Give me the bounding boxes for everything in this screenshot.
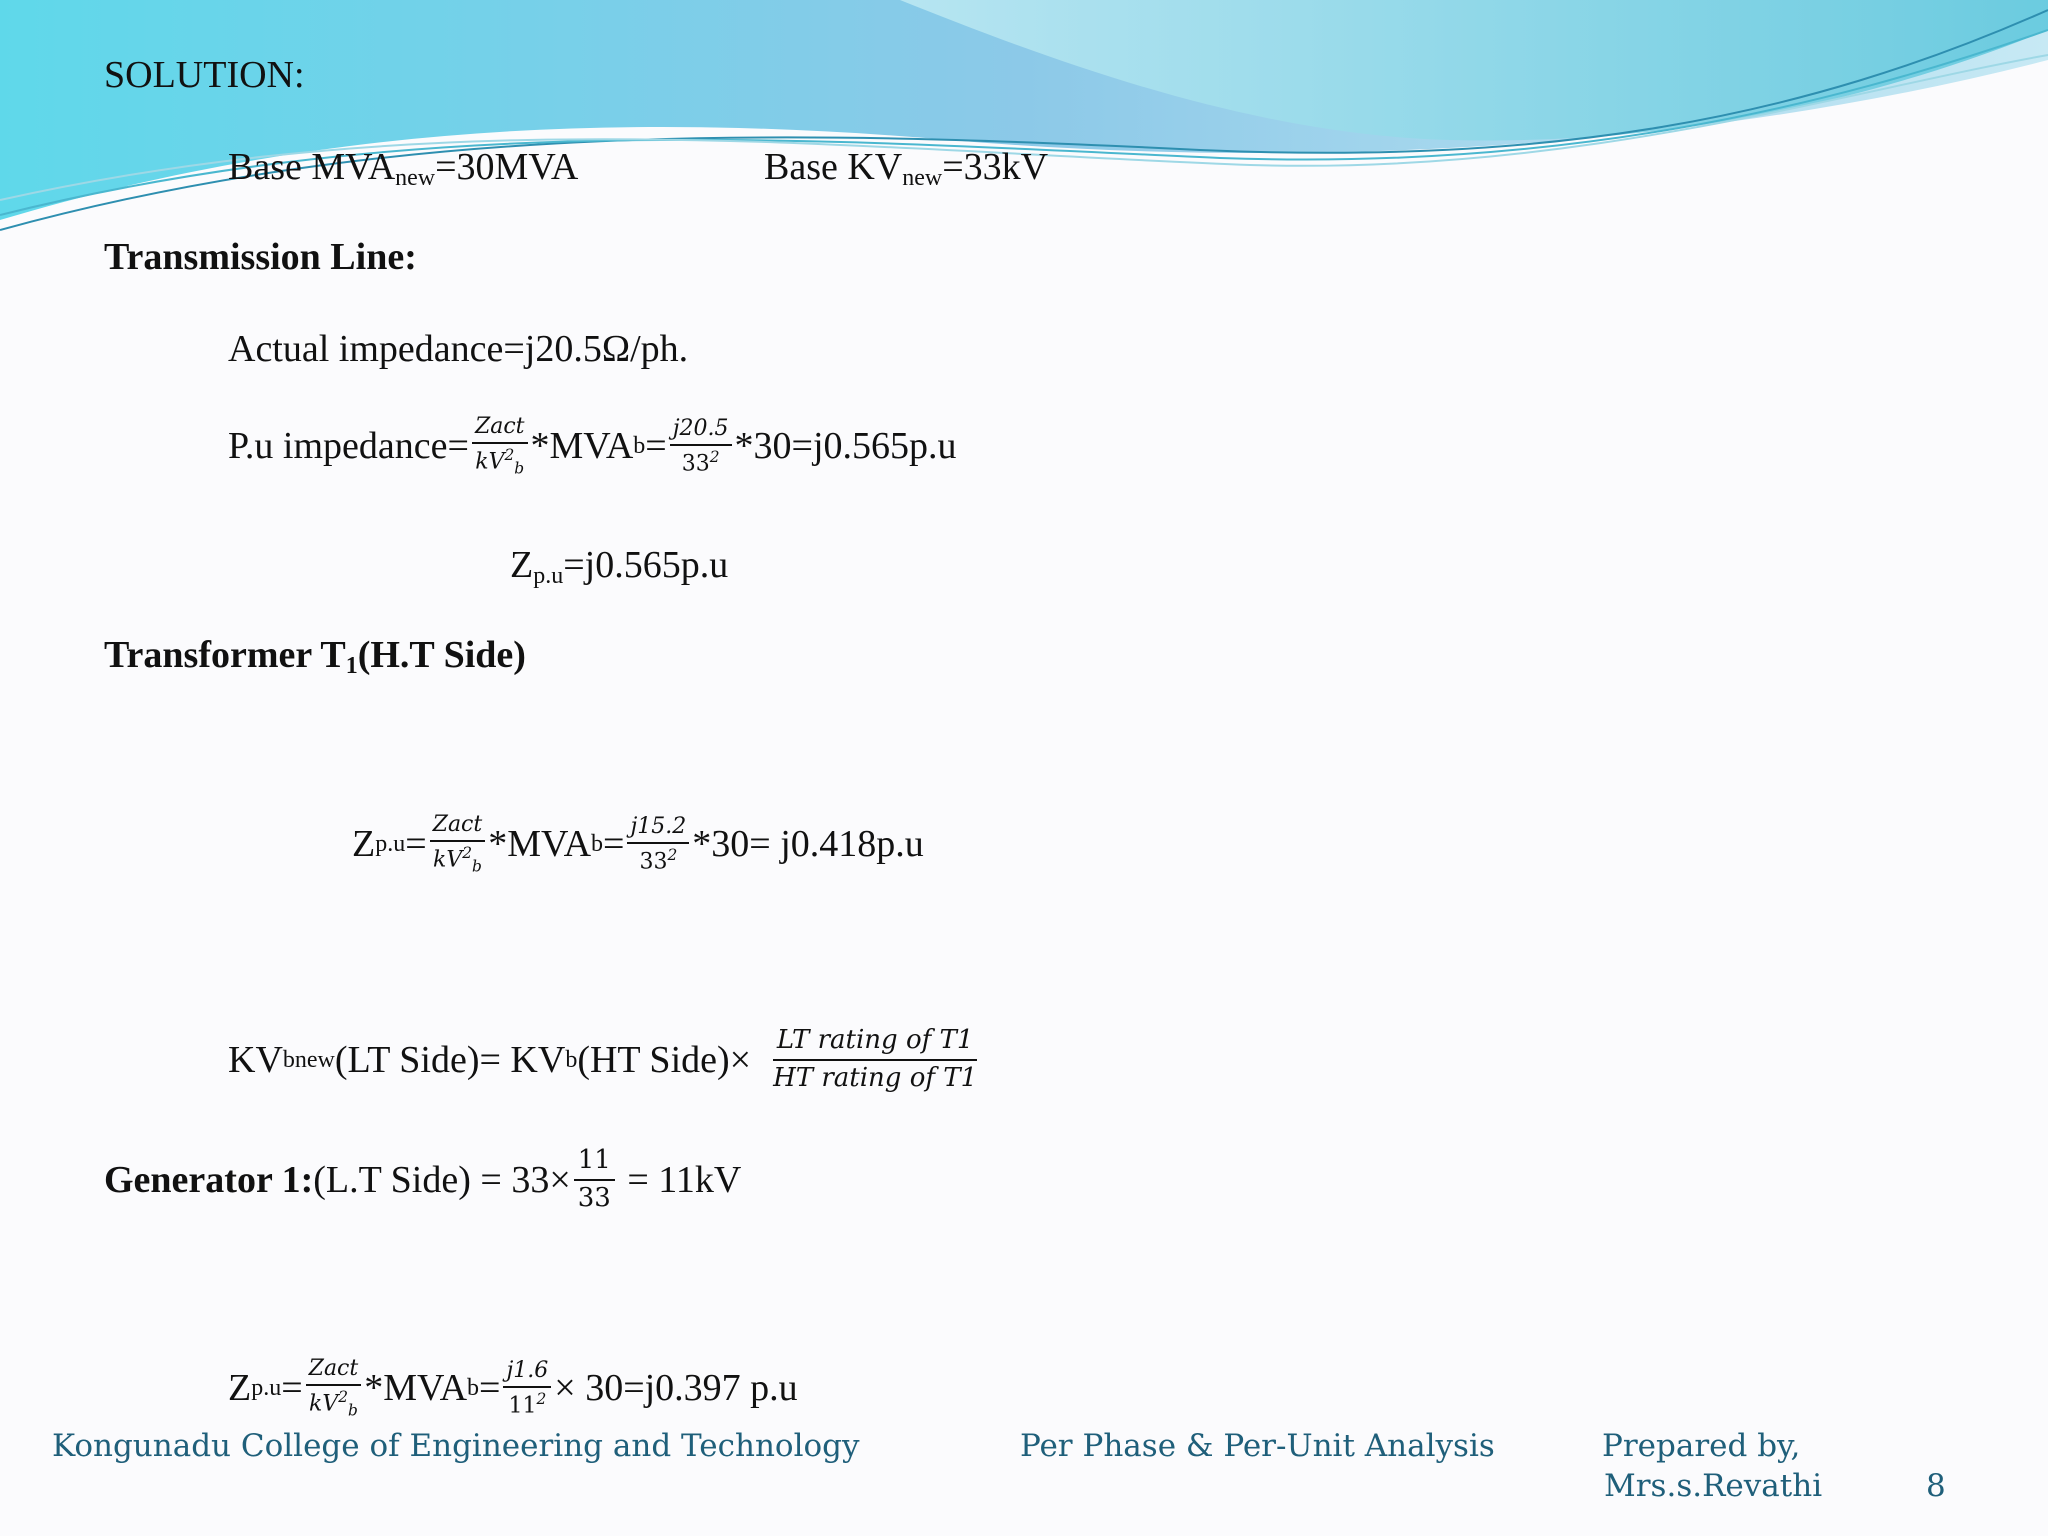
footer-college: Kongunadu College of Engineering and Technology	[52, 1428, 860, 1464]
footer-subject: Per Phase & Per-Unit Analysis	[1020, 1428, 1495, 1464]
zact-over-kvb-fraction: $\frac{\text{Zact}}{kV^2_b}$	[306, 1356, 362, 1421]
11-over-33-fraction: $\frac{11}{33}$	[574, 1146, 615, 1214]
generator-equation: Generator 1: (L.T Side) = 33× $\frac{11}{33}$ = 11kV	[104, 1145, 742, 1213]
j20-5-over-33-fraction: $\frac{j20.5}{33^2}$	[670, 416, 732, 477]
solution-heading: SOLUTION:	[104, 54, 305, 96]
base-kv: Base $KV_{new}=33kV$	[764, 146, 1049, 191]
header-wave-decoration	[0, 0, 2048, 260]
transmission-line-heading: Transmission Line:	[104, 236, 417, 278]
footer-prepared-by: Prepared by,	[1602, 1428, 1801, 1464]
zpu-line-result: $Z_{p.u}=j0.565p.u$	[510, 544, 729, 589]
j15-2-over-33-fraction: $\frac{j15.2}{33^2}$	[627, 814, 689, 875]
base-mva: Base $MVA_{new}=30MVA$	[228, 146, 579, 191]
page-number: 8	[1926, 1468, 1946, 1504]
lt-over-ht-rating-fraction: $\frac{\text{LT rating of T1}}{\text{HT rating of T1}}$	[773, 1025, 978, 1093]
zact-over-kvb-fraction: $\frac{\text{Zact}}{kV^2_b}$	[472, 414, 528, 479]
footer-author: Mrs.s.Revathi	[1604, 1468, 1823, 1504]
j1-6-over-11-fraction: $\frac{j1.6}{11^2}$	[503, 1358, 551, 1419]
transformer-heading: Transformer $T_1(H.T$ Side)	[104, 634, 526, 679]
generator-zpu-equation: Z p.u = $\frac{\text{Zact}}{kV^2_b}$ *MVA b = $\frac{j1.6}{11^2}$ × 30=j0.397 p.u	[228, 1356, 798, 1421]
zact-over-kvb-fraction: $\frac{\text{Zact}}{kV^2_b}$	[430, 812, 486, 877]
pu-impedance-equation: P.u impedance= $\frac{\text{Zact}}{kV^2_b}$ *MVA b = $\frac{j20.5}{33^2}$ *30=j0.565p.u	[228, 414, 957, 479]
actual-impedance: Actual impedance=j20.5Ω/ph.	[228, 328, 689, 370]
kv-bnew-equation: KV bnew (LT Side)= KV b (HT Side)× $\frac{\text{LT rating of T1}}{\text{HT rating of T1}}$	[228, 1026, 984, 1094]
transformer-zpu-equation: Z p.u = $\frac{\text{Zact}}{kV^2_b}$ *MVA b = $\frac{j15.2}{33^2}$ *30= j0.418p.u	[352, 812, 924, 877]
